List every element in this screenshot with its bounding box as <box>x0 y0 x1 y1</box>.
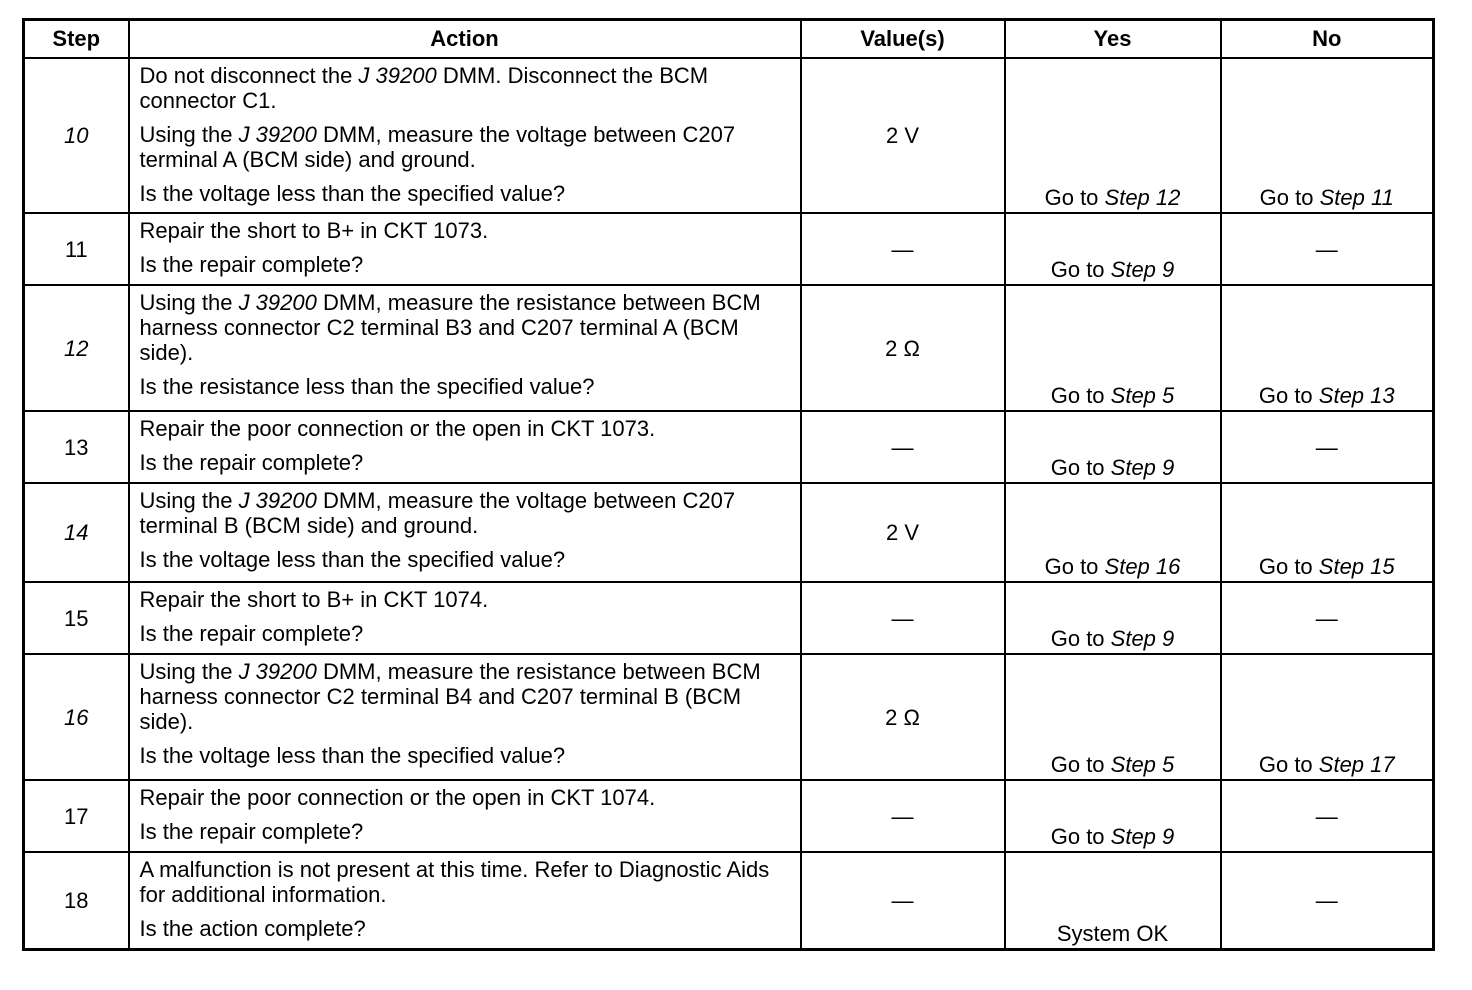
no-cell: — <box>1221 411 1434 483</box>
step-number: 10 <box>24 58 129 213</box>
action-text: A malfunction is not present at this time. Refer to Diagnostic Aids for additional information. <box>139 857 770 907</box>
table-row <box>24 213 1434 285</box>
step-number: 16 <box>24 654 129 780</box>
action-question: Is the repair complete? <box>139 450 364 475</box>
action-text: Do not disconnect the J 39200 DMM. Disconnect the BCM connector C1. <box>139 63 709 113</box>
action-cell <box>129 411 801 483</box>
no-cell: — <box>1221 213 1434 285</box>
step-number: 12 <box>24 285 129 411</box>
action-question: Is the repair complete? <box>139 621 364 646</box>
table-row <box>24 58 1434 213</box>
no-cell: Go to Step 17 <box>1221 654 1434 780</box>
step-number: 18 <box>24 852 129 949</box>
action-cell <box>129 582 801 654</box>
action-question: Is the voltage less than the specified value? <box>139 743 566 768</box>
no-cell: — <box>1221 852 1434 949</box>
action-cell <box>129 654 801 780</box>
action-text: Repair the poor connection or the open in CKT 1074. <box>139 785 656 810</box>
table-row <box>24 654 1434 780</box>
action-cell <box>129 780 801 852</box>
value-cell: — <box>801 780 1005 852</box>
action-text: Repair the short to B+ in CKT 1073. <box>139 218 489 243</box>
header-row <box>24 20 1434 59</box>
table-row <box>24 411 1434 483</box>
table-row <box>24 780 1434 852</box>
table-row <box>24 582 1434 654</box>
action-cell <box>129 852 801 949</box>
no-cell: — <box>1221 780 1434 852</box>
step-number: 15 <box>24 582 129 654</box>
no-cell: — <box>1221 582 1434 654</box>
no-cell: Go to Step 11 <box>1221 58 1434 213</box>
col-header-no: No <box>1221 20 1434 59</box>
yes-cell: Go to Step 12 <box>1005 58 1221 213</box>
col-header-step: Step <box>24 20 129 59</box>
yes-cell: Go to Step 16 <box>1005 483 1221 582</box>
no-cell: Go to Step 13 <box>1221 285 1434 411</box>
col-header-yes: Yes <box>1005 20 1221 59</box>
action-question: Is the repair complete? <box>139 819 364 844</box>
no-cell: Go to Step 15 <box>1221 483 1434 582</box>
value-cell: — <box>801 582 1005 654</box>
action-question: Is the resistance less than the specified value? <box>139 374 595 399</box>
action-cell <box>129 483 801 582</box>
yes-cell: System OK <box>1005 852 1221 949</box>
action-question: Is the voltage less than the specified value? <box>139 547 566 572</box>
table-row <box>24 483 1434 582</box>
step-number: 17 <box>24 780 129 852</box>
action-question: Is the voltage less than the specified value? <box>139 181 566 206</box>
action-question: Is the repair complete? <box>139 252 364 277</box>
value-cell: 2 V <box>801 58 1005 213</box>
step-number: 11 <box>24 213 129 285</box>
table-row <box>24 285 1434 411</box>
action-cell <box>129 285 801 411</box>
yes-cell: Go to Step 5 <box>1005 654 1221 780</box>
action-text: Using the J 39200 DMM, measure the voltage between C207 terminal B (BCM side) and ground. <box>139 488 736 538</box>
yes-cell: Go to Step 9 <box>1005 780 1221 852</box>
action-text: Repair the poor connection or the open in CKT 1073. <box>139 416 656 441</box>
col-header-values: Value(s) <box>801 20 1005 59</box>
yes-cell: Go to Step 9 <box>1005 213 1221 285</box>
action-text: Repair the short to B+ in CKT 1074. <box>139 587 489 612</box>
value-cell: 2 Ω <box>801 285 1005 411</box>
value-cell: 2 V <box>801 483 1005 582</box>
action-text: Using the J 39200 DMM, measure the voltage between C207 terminal A (BCM side) and ground. <box>139 122 736 172</box>
action-question: Is the action complete? <box>139 916 366 941</box>
action-text: Using the J 39200 DMM, measure the resistance between BCM harness connector C2 terminal B4 and C207 terminal B (BCM side). <box>139 659 761 734</box>
action-cell <box>129 213 801 285</box>
table-row <box>24 852 1434 949</box>
value-cell: — <box>801 852 1005 949</box>
step-number: 14 <box>24 483 129 582</box>
yes-cell: Go to Step 9 <box>1005 582 1221 654</box>
col-header-action: Action <box>129 20 801 59</box>
yes-cell: Go to Step 9 <box>1005 411 1221 483</box>
action-cell <box>129 58 801 213</box>
diagnostic-table <box>22 18 1435 951</box>
yes-cell: Go to Step 5 <box>1005 285 1221 411</box>
value-cell: 2 Ω <box>801 654 1005 780</box>
step-number: 13 <box>24 411 129 483</box>
action-text: Using the J 39200 DMM, measure the resistance between BCM harness connector C2 terminal B3 and C207 terminal A (BCM side). <box>139 290 761 365</box>
value-cell: — <box>801 411 1005 483</box>
value-cell: — <box>801 213 1005 285</box>
